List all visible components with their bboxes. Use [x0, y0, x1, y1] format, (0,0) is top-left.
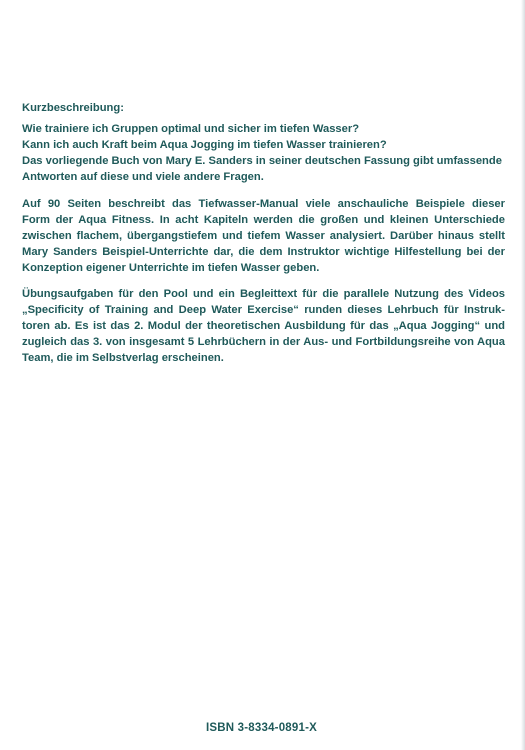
description-line: Mary Sanders Beispiel-Unterrichte dar, die dem Instruktor wichtige Hilfestellung bei der	[22, 246, 505, 258]
description-line: zwischen flachem, übergangstiefem und tiefem Wasser analysiert. Darüber hinaus stellt	[22, 230, 505, 242]
intro-line: Kann ich auch Kraft beim Aqua Jogging im tiefen Wasser trainieren?	[22, 139, 387, 151]
page-edge-shadow	[521, 0, 525, 750]
intro-line: Das vorliegende Buch von Mary E. Sanders in seiner deutschen Fassung gibt umfassende	[22, 155, 502, 167]
intro-paragraph	[22, 121, 505, 185]
module-line: Übungsaufgaben für den Pool und ein Begleittext für die parallele Nutzung des Videos	[22, 288, 505, 300]
intro-line: Wie trainiere ich Gruppen optimal und sicher im tiefen Wasser?	[22, 123, 360, 135]
description-line: Form der Aqua Fitness. In acht Kapiteln werden die großen und kleinen Unterschiede	[22, 214, 505, 226]
description-line: Auf 90 Seiten beschreibt das Tiefwasser-Manual viele anschauliche Beispiele dieser	[22, 198, 505, 210]
module-line: zugleich das 3. von insgesamt 5 Lehrbüchern in der Aus- und Fortbildungsreihe von Aqua	[22, 336, 505, 348]
isbn-number: ISBN 3-8334-0891-X	[206, 722, 317, 734]
intro-line: Antworten auf diese und viele andere Fragen.	[22, 171, 264, 183]
module-line: „Specificity of Training and Deep Water Exercise“ runden dieses Lehrbuch für Instruk-	[22, 304, 505, 316]
section-heading: Kurzbeschreibung:	[22, 102, 124, 114]
module-line: Team, die im Selbstverlag erscheinen.	[22, 352, 224, 364]
module-line: toren ab. Es ist das 2. Modul der theoretischen Ausbildung für das „Aqua Jogging“ und	[22, 320, 505, 332]
description-line: Konzeption eigener Unterrichte im tiefen Wasser geben.	[22, 262, 320, 274]
description-paragraph	[22, 196, 505, 276]
module-paragraph	[22, 286, 505, 366]
